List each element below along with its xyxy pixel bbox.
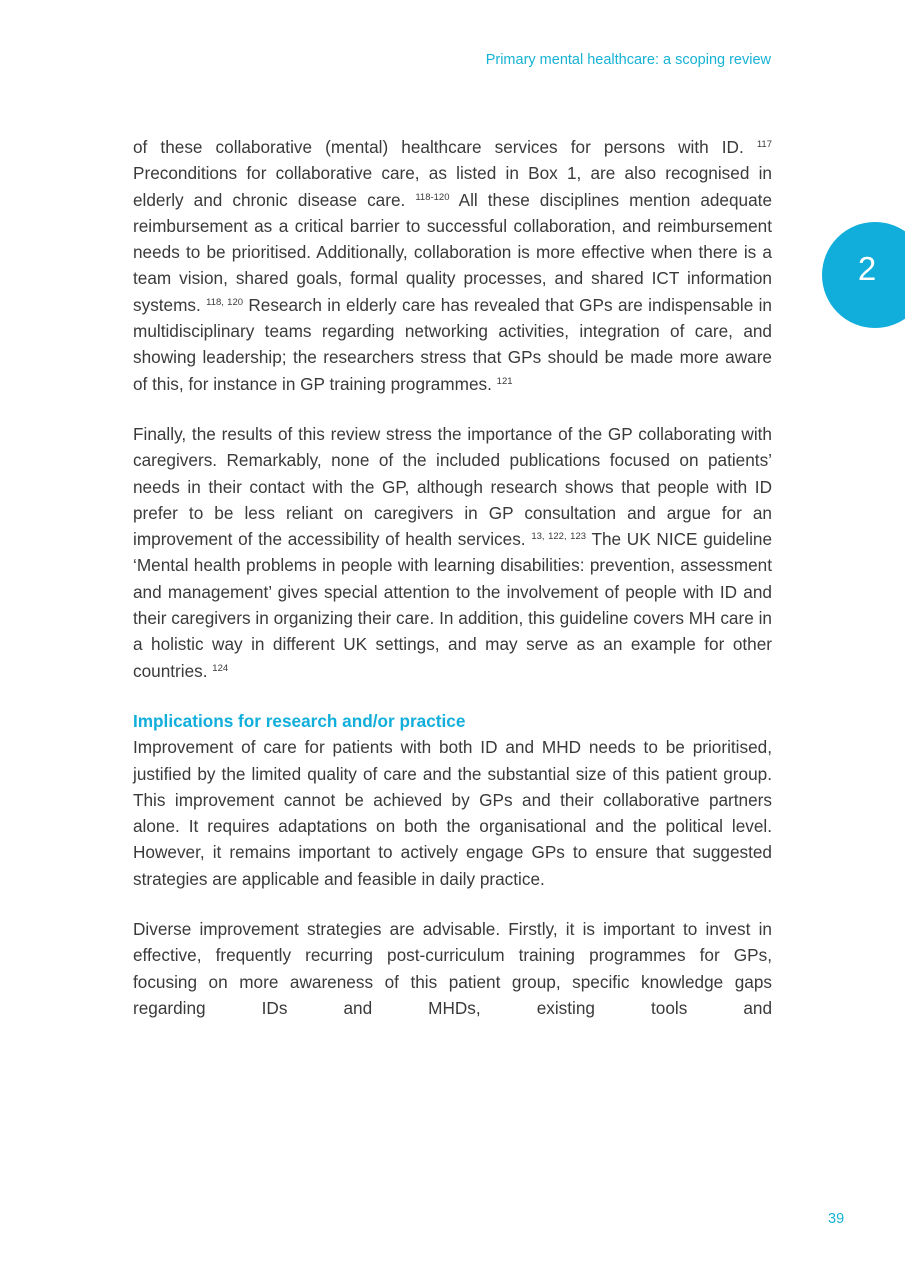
reference-superscript: 118-120	[415, 191, 450, 203]
chapter-tab	[822, 222, 905, 328]
chapter-number: 2	[857, 250, 877, 287]
section-heading: Implications for research and/or practice	[133, 710, 466, 731]
paragraph-caregivers: Finally, the results of this review stress the importance of the GP collaborating with caregivers. Remarkably, none of the included publications focused on patients’ needs in their contact with the GP, although research shows that people with ID prefer to be less reliant on caregivers in GP consultation and argue for an improvement of the accessibility of health services. $^{13, 122, 123}$ The UK NICE guideline ‘Mental health problems in people with learning disabilities: prevention, assessment and management’ gives special attention to the involvement of people with ID and their caregivers in organizing their care. In addition, this guideline covers MH care in a holistic way in different UK settings, and may serve as an example for other countries. $^{124}$	[133, 423, 773, 681]
paragraph-improvement: Improvement of care for patients with both ID and MHD needs to be prioritised, justified by the limited quality of care and the substantial size of this patient group. This improvement cannot be achieved by GPs and their collaborative partners alone. It requires adaptations on both the organisational and the political level. However, it remains important to actively engage GPs to ensure that suggested strategies are applicable and feasible in daily practice.	[133, 737, 772, 889]
page-number: 39	[828, 1211, 845, 1227]
reference-superscript: 124	[212, 662, 229, 674]
paragraph-strategies: Diverse improvement strategies are advisable. Firstly, it is important to invest in effective, frequently recurring post-curriculum training programmes for GPs, focusing on more awareness of this patient group, specific knowledge gaps regarding IDs and MHDs, existing tools and	[133, 919, 772, 1018]
body-text	[133, 134, 772, 1045]
paragraph-collaborative-care: of these collaborative (mental) healthcare services for persons with ID. $^{117}$ Preconditions for collaborative care, as listed in Box 1, are also recognised in elderly and chronic disease care. $^{118-120}$ All these disciplines mention adequate reimbursement as a critical barrier to successful collaboration, and reimbursement needs to be prioritised. Additionally, collaboration is more effective when there is a team vision, shared goals, formal quality processes, and shared ICT information systems. $^{118, 120}$ Research in elderly care has revealed that GPs are indispensable in multidisciplinary teams regarding networking activities, integration of care, and showing leadership; the researchers stress that GPs should be made more aware of this, for instance in GP training programmes. $^{121}$	[133, 137, 773, 394]
reference-superscript: 121	[496, 375, 513, 387]
running-header: Primary mental healthcare: a scoping review	[485, 52, 771, 68]
reference-superscript: 13, 122, 123	[531, 531, 587, 543]
reference-superscript: 117	[756, 139, 772, 150]
reference-superscript: 118, 120	[206, 296, 244, 308]
